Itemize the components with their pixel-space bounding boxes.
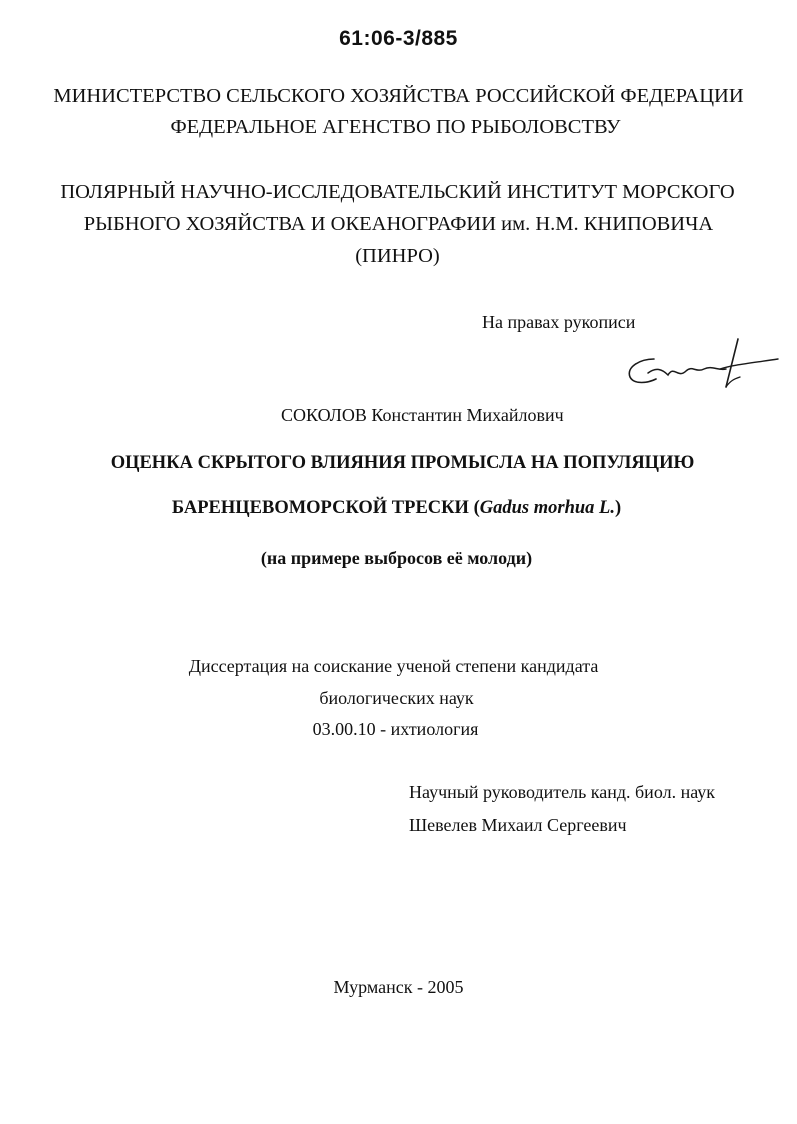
institute-abbreviation: (ПИНРО): [355, 245, 440, 267]
institute-name-line1: ПОЛЯРНЫЙ НАУЧНО-ИССЛЕДОВАТЕЛЬСКИЙ ИНСТИТУТ МОРСКОГО: [60, 181, 735, 203]
thesis-subtitle: (на примере выбросов её молоди): [260, 548, 533, 568]
degree-statement-line1: Диссертация на соискание ученой степени кандидата: [188, 656, 599, 676]
supervisor-name: Шевелев Михаил Сергеевич: [409, 815, 627, 835]
manuscript-rights-note: На правах рукописи: [482, 312, 636, 332]
author-name: СОКОЛОВ Константин Михайлович: [281, 405, 564, 425]
thesis-title-line1: ОЦЕНКА СКРЫТОГО ВЛИЯНИЯ ПРОМЫСЛА НА ПОПУЛЯЦИЮ: [110, 453, 695, 473]
specialty-code: 03.00.10 - ихтиология: [312, 719, 479, 739]
thesis-title-line2-prefix: БАРЕНЦЕВОМОРСКОЙ ТРЕСКИ (: [171, 498, 480, 518]
agency-name: ФЕДЕРАЛЬНОЕ АГЕНСТВО ПО РЫБОЛОВСТВУ: [170, 116, 621, 138]
city-year: Мурманск - 2005: [333, 977, 464, 997]
species-latin-name: Gadus morhua L.: [479, 498, 615, 518]
degree-statement-line2: биологических наук: [319, 688, 474, 708]
supervisor-title: Научный руководитель канд. биол. наук: [409, 782, 716, 802]
library-code: 61:06-3/885: [339, 27, 458, 50]
ministry-name: МИНИСТЕРСТВО СЕЛЬСКОГО ХОЗЯЙСТВА РОССИЙСКОЙ ФЕДЕРАЦИИ: [53, 85, 744, 107]
thesis-title-line2-suffix: ): [614, 498, 622, 518]
institute-name-line2: РЫБНОГО ХОЗЯЙСТВА И ОКЕАНОГРАФИИ им. Н.М. КНИПОВИЧА: [83, 213, 714, 235]
thesis-title-line2: [0, 498, 795, 519]
handwritten-signature: [622, 335, 782, 395]
